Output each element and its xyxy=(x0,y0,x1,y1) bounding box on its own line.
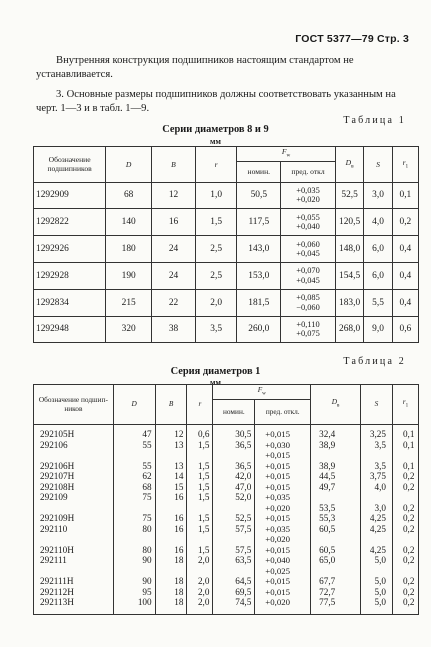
table-bottom-cell xyxy=(187,608,213,615)
t2-cell-r xyxy=(187,450,213,461)
t1-cell-r: 2,0 xyxy=(195,289,237,316)
t2-cell-nomin xyxy=(213,450,255,461)
t1-cell-Dv: 183,0 xyxy=(335,289,363,316)
t1-cell-tolerance xyxy=(281,316,336,343)
t2-cell-S: 3,25 xyxy=(361,425,393,440)
t2-cell-B: 14 xyxy=(155,471,187,482)
table-row xyxy=(34,545,419,556)
t2-cell-tolerance: +0,015 xyxy=(255,545,311,556)
table-row xyxy=(34,425,419,440)
t2-cell-r1: 0,2 xyxy=(392,587,418,598)
t2-cell-nomin xyxy=(213,503,255,514)
t1-header-D: D xyxy=(106,147,152,183)
t1-cell-tolerance xyxy=(281,262,336,289)
table-row xyxy=(34,555,419,566)
t2-cell-tolerance: +0,020 xyxy=(255,534,311,545)
t2-cell-B: 16 xyxy=(155,545,187,556)
t2-cell-nomin: 69,5 xyxy=(213,587,255,598)
t2-cell-S: 4,25 xyxy=(361,524,393,535)
t2-cell-Dv: 55,3 xyxy=(311,513,361,524)
table-row xyxy=(34,597,419,608)
t2-cell-tolerance: +0,040 xyxy=(255,555,311,566)
t2-header-Fw: $F_w$ xyxy=(213,385,311,400)
t2-cell-tolerance: +0,020 xyxy=(255,503,311,514)
t2-cell-tolerance: +0,025 xyxy=(255,566,311,577)
table-row xyxy=(34,492,419,503)
t2-header-r1: $r_1$ xyxy=(392,385,418,425)
t2-cell-nomin xyxy=(213,534,255,545)
t2-cell-B xyxy=(155,566,187,577)
t2-cell-B: 18 xyxy=(155,587,187,598)
t1-tol-upper: +0,070 xyxy=(296,266,320,276)
t2-cell-S xyxy=(361,492,393,503)
t2-cell-designation: 292106 xyxy=(34,440,114,451)
t2-cell-Dv: 60,5 xyxy=(311,545,361,556)
table2-unit: мм xyxy=(210,378,221,387)
t2-cell-designation: 292112Н xyxy=(34,587,114,598)
t2-cell-nomin: 30,5 xyxy=(213,425,255,440)
t2-cell-B: 16 xyxy=(155,513,187,524)
t2-cell-S: 3,75 xyxy=(361,471,393,482)
table-bottom-cell xyxy=(392,608,418,615)
t1-cell-nomin: 117,5 xyxy=(237,209,281,236)
t1-cell-S: 6,0 xyxy=(364,236,392,263)
t1-cell-designation: 1292822 xyxy=(34,209,106,236)
t2-cell-D: 100 xyxy=(113,597,155,608)
t2-cell-designation: 292105Н xyxy=(34,425,114,440)
t2-cell-D xyxy=(113,566,155,577)
t2-cell-B: 16 xyxy=(155,492,187,503)
t2-cell-S: 3,0 xyxy=(361,503,393,514)
t2-cell-designation xyxy=(34,534,114,545)
t1-cell-designation: 1292909 xyxy=(34,182,106,209)
t2-cell-designation: 292106Н xyxy=(34,461,114,472)
t1-cell-Dv: 120,5 xyxy=(335,209,363,236)
t2-header-D: D xyxy=(113,385,155,425)
t2-cell-B: 13 xyxy=(155,461,187,472)
paragraph-2: 3. Основные размеры подшипников должны соответствовать указанным на черт. 1—3 и в табл. 1—9. xyxy=(36,89,396,114)
t2-cell-Dv: 53,5 xyxy=(311,503,361,514)
t1-cell-r1: 0,1 xyxy=(392,182,418,209)
t2-cell-tolerance: +0,015 xyxy=(255,471,311,482)
t1-tol-upper: +0,055 xyxy=(296,212,320,222)
t2-cell-r1: 0,2 xyxy=(392,576,418,587)
t1-header-Dv: $D_в$ xyxy=(335,147,363,183)
t2-cell-r: 2,0 xyxy=(187,587,213,598)
t2-cell-D: 90 xyxy=(113,555,155,566)
t2-cell-S xyxy=(361,450,393,461)
t2-cell-designation: 292108Н xyxy=(34,482,114,493)
table1-title: Серии диаметров 8 и 9 xyxy=(162,124,269,135)
t2-cell-r: 1,5 xyxy=(187,545,213,556)
t1-header-designation: Обозначение подшипников xyxy=(34,147,106,183)
t1-cell-tolerance xyxy=(281,289,336,316)
t2-cell-tolerance: +0,030 xyxy=(255,440,311,451)
t2-cell-S: 3,5 xyxy=(361,461,393,472)
t2-cell-tolerance: +0,035 xyxy=(255,492,311,503)
t2-cell-D: 62 xyxy=(113,471,155,482)
t1-cell-designation: 1292928 xyxy=(34,262,106,289)
t1-cell-r1: 0,2 xyxy=(392,209,418,236)
t2-cell-r1: 0,2 xyxy=(392,545,418,556)
t2-cell-D xyxy=(113,450,155,461)
t1-cell-S: 6,0 xyxy=(364,262,392,289)
t2-cell-D: 95 xyxy=(113,587,155,598)
t2-cell-S: 5,0 xyxy=(361,555,393,566)
t2-cell-Dv: 38,9 xyxy=(311,440,361,451)
t2-cell-D: 55 xyxy=(113,461,155,472)
t1-cell-Dv: 154,5 xyxy=(335,262,363,289)
t2-cell-designation xyxy=(34,503,114,514)
table-bottom-cell xyxy=(34,608,114,615)
t2-header-B: B xyxy=(155,385,187,425)
t1-cell-D: 215 xyxy=(106,289,152,316)
t2-cell-S: 3,5 xyxy=(361,440,393,451)
t1-cell-nomin: 153,0 xyxy=(237,262,281,289)
t1-cell-B: 12 xyxy=(152,182,196,209)
table-row xyxy=(34,587,419,598)
t1-cell-nomin: 50,5 xyxy=(237,182,281,209)
table-row xyxy=(34,209,419,236)
t2-cell-tolerance: +0,015 xyxy=(255,576,311,587)
t2-cell-D: 68 xyxy=(113,482,155,493)
t2-cell-designation: 292111 xyxy=(34,555,114,566)
t1-cell-designation: 1292926 xyxy=(34,236,106,263)
table-row xyxy=(34,316,419,343)
t2-cell-r: 1,5 xyxy=(187,513,213,524)
t2-cell-D xyxy=(113,534,155,545)
t2-cell-S xyxy=(361,534,393,545)
t2-cell-S xyxy=(361,566,393,577)
t2-cell-designation: 292109Н xyxy=(34,513,114,524)
table-row xyxy=(34,461,419,472)
table-row xyxy=(34,236,419,263)
t1-header-r1: $r_1$ xyxy=(392,147,418,183)
t2-cell-Dv xyxy=(311,492,361,503)
table-row xyxy=(34,450,419,461)
t2-cell-D: 80 xyxy=(113,524,155,535)
t1-cell-r: 1,5 xyxy=(195,209,237,236)
t2-cell-D: 75 xyxy=(113,513,155,524)
t2-cell-r: 2,0 xyxy=(187,555,213,566)
table-row xyxy=(34,471,419,482)
t2-cell-D: 55 xyxy=(113,440,155,451)
t2-cell-r1: 0,2 xyxy=(392,524,418,535)
table-row xyxy=(34,289,419,316)
t2-header-pred: пред. откл. xyxy=(255,400,311,425)
t2-cell-S: 4,25 xyxy=(361,545,393,556)
t2-cell-Dv: 77,5 xyxy=(311,597,361,608)
table-row xyxy=(34,440,419,451)
t1-tol-lower: +0,045 xyxy=(296,275,320,285)
t2-cell-B: 12 xyxy=(155,425,187,440)
t2-cell-B: 13 xyxy=(155,440,187,451)
table1-caption: Таблица 1 xyxy=(343,115,406,126)
t1-cell-r: 2,5 xyxy=(195,236,237,263)
t2-cell-Dv: 65,0 xyxy=(311,555,361,566)
table-bottom-cell xyxy=(213,608,255,615)
t1-cell-r1: 0,4 xyxy=(392,289,418,316)
t2-cell-B xyxy=(155,534,187,545)
t2-cell-Dv: 38,9 xyxy=(311,461,361,472)
t1-cell-tolerance xyxy=(281,209,336,236)
t2-cell-Dv: 60,5 xyxy=(311,524,361,535)
t2-header-Dv: $D_в$ xyxy=(311,385,361,425)
t2-cell-r1 xyxy=(392,492,418,503)
t2-cell-nomin xyxy=(213,566,255,577)
t2-cell-B xyxy=(155,450,187,461)
table-row xyxy=(34,524,419,535)
t2-cell-nomin: 36,5 xyxy=(213,440,255,451)
t2-cell-r1 xyxy=(392,534,418,545)
t2-cell-Dv xyxy=(311,566,361,577)
t1-tol-lower: +0,040 xyxy=(296,222,320,232)
t1-header-S: S xyxy=(364,147,392,183)
t2-cell-r1 xyxy=(392,566,418,577)
t2-cell-Dv xyxy=(311,450,361,461)
t2-cell-r1: 0,1 xyxy=(392,425,418,440)
table-row xyxy=(34,482,419,493)
t1-header-r: r xyxy=(195,147,237,183)
table-row xyxy=(34,262,419,289)
t1-cell-S: 5,5 xyxy=(364,289,392,316)
t2-cell-nomin: 57,5 xyxy=(213,545,255,556)
t2-cell-designation: 292113Н xyxy=(34,597,114,608)
t1-header-pred: пред. откл xyxy=(281,161,336,182)
t1-cell-D: 68 xyxy=(106,182,152,209)
t2-cell-designation xyxy=(34,566,114,577)
t1-cell-r1: 0,4 xyxy=(392,262,418,289)
t2-header-designation: Обозначение подшип-ников xyxy=(34,385,114,425)
t2-cell-S: 4,0 xyxy=(361,482,393,493)
t2-cell-Dv: 49,7 xyxy=(311,482,361,493)
t1-cell-Dv: 268,0 xyxy=(335,316,363,343)
t2-cell-designation: 292110Н xyxy=(34,545,114,556)
t2-header-r: r xyxy=(187,385,213,425)
page-header: ГОСТ 5377—79 Стр. 3 xyxy=(295,33,409,45)
t2-cell-r1: 0,2 xyxy=(392,482,418,493)
t1-header-B: B xyxy=(152,147,196,183)
t2-cell-B: 18 xyxy=(155,597,187,608)
t2-cell-r xyxy=(187,534,213,545)
t1-tol-upper: +0,110 xyxy=(296,319,320,329)
t1-tol-lower: −0,060 xyxy=(296,302,320,312)
table2-title: Серия диаметров 1 xyxy=(170,366,261,377)
t2-cell-S: 5,0 xyxy=(361,576,393,587)
table-bottom-cell xyxy=(255,608,311,615)
paragraph-1: Внутренняя конструкция подшипников настоящим стандартом не устанавливается. xyxy=(36,55,354,80)
t1-cell-D: 190 xyxy=(106,262,152,289)
t2-cell-nomin: 52,0 xyxy=(213,492,255,503)
t1-cell-nomin: 143,0 xyxy=(237,236,281,263)
t2-cell-r xyxy=(187,566,213,577)
t2-header-S: S xyxy=(361,385,393,425)
table2-caption: Таблица 2 xyxy=(343,356,406,367)
t2-cell-tolerance: +0,015 xyxy=(255,587,311,598)
t2-cell-B: 16 xyxy=(155,524,187,535)
t1-cell-r1: 0,4 xyxy=(392,236,418,263)
t2-cell-nomin: 47,0 xyxy=(213,482,255,493)
t2-cell-Dv: 72,7 xyxy=(311,587,361,598)
table-bottom-cell xyxy=(361,608,393,615)
t2-cell-r: 1,5 xyxy=(187,440,213,451)
t1-tol-lower: +0,045 xyxy=(296,249,320,258)
t1-cell-B: 24 xyxy=(152,262,196,289)
t2-cell-nomin: 63,5 xyxy=(213,555,255,566)
t2-cell-r: 2,0 xyxy=(187,576,213,587)
t2-cell-D: 80 xyxy=(113,545,155,556)
t2-cell-nomin: 36,5 xyxy=(213,461,255,472)
t1-cell-S: 9,0 xyxy=(364,316,392,343)
t2-cell-D xyxy=(113,503,155,514)
t2-cell-r: 0,6 xyxy=(187,425,213,440)
t1-cell-B: 38 xyxy=(152,316,196,343)
t2-cell-tolerance: +0,020 xyxy=(255,597,311,608)
t2-cell-r1: 0,1 xyxy=(392,440,418,451)
t2-cell-S: 5,0 xyxy=(361,597,393,608)
t2-cell-designation: 292107Н xyxy=(34,471,114,482)
table-row xyxy=(34,534,419,545)
t2-cell-r1 xyxy=(392,450,418,461)
t1-cell-D: 140 xyxy=(106,209,152,236)
t2-cell-r: 1,5 xyxy=(187,492,213,503)
t2-cell-D: 75 xyxy=(113,492,155,503)
t1-tol-lower: +0,075 xyxy=(296,329,320,339)
table-row xyxy=(34,503,419,514)
t2-cell-tolerance: +0,015 xyxy=(255,450,311,461)
t1-cell-nomin: 260,0 xyxy=(237,316,281,343)
t2-cell-S: 5,0 xyxy=(361,587,393,598)
t2-cell-nomin: 52,5 xyxy=(213,513,255,524)
t1-cell-Dv: 148,0 xyxy=(335,236,363,263)
table-bottom-cell xyxy=(311,608,361,615)
table-bottom-cell xyxy=(155,608,187,615)
t1-tol-upper: +0,060 xyxy=(296,239,320,249)
table-bottom-row xyxy=(34,608,419,615)
t2-cell-r xyxy=(187,503,213,514)
table1 xyxy=(33,146,419,343)
t1-tol-upper: +0,085 xyxy=(296,293,320,303)
t2-cell-designation: 292109 xyxy=(34,492,114,503)
t1-cell-r: 1,0 xyxy=(195,182,237,209)
table-bottom-cell xyxy=(113,608,155,615)
t2-cell-r: 1,5 xyxy=(187,471,213,482)
t1-tol-upper: +0,035 xyxy=(296,185,320,195)
t2-cell-Dv: 32,4 xyxy=(311,425,361,440)
table-row xyxy=(34,566,419,577)
t2-cell-r: 1,5 xyxy=(187,482,213,493)
t1-cell-r: 2,5 xyxy=(195,262,237,289)
t2-cell-D: 90 xyxy=(113,576,155,587)
t2-cell-r1: 0,2 xyxy=(392,471,418,482)
t2-cell-tolerance: +0,015 xyxy=(255,461,311,472)
t2-cell-tolerance: +0,015 xyxy=(255,482,311,493)
table1-unit: мм xyxy=(210,137,221,146)
t1-cell-nomin: 181,5 xyxy=(237,289,281,316)
t1-cell-B: 16 xyxy=(152,209,196,236)
t1-tol-lower: +0,020 xyxy=(296,195,320,205)
t2-cell-nomin: 57,5 xyxy=(213,524,255,535)
t1-cell-designation: 1292834 xyxy=(34,289,106,316)
t2-cell-B: 18 xyxy=(155,555,187,566)
t1-header-nomin: номин. xyxy=(237,161,281,182)
t1-cell-D: 320 xyxy=(106,316,152,343)
t2-cell-r1: 0,2 xyxy=(392,597,418,608)
table2 xyxy=(33,384,419,615)
t1-cell-S: 4,0 xyxy=(364,209,392,236)
t2-cell-Dv: 44,5 xyxy=(311,471,361,482)
t2-cell-r: 1,5 xyxy=(187,524,213,535)
t2-cell-D: 47 xyxy=(113,425,155,440)
t1-cell-S: 3,0 xyxy=(364,182,392,209)
t2-cell-r1: 0,1 xyxy=(392,461,418,472)
t2-cell-r: 2,0 xyxy=(187,597,213,608)
t1-cell-tolerance xyxy=(281,182,336,209)
t2-cell-designation xyxy=(34,450,114,461)
t2-cell-B xyxy=(155,503,187,514)
t2-cell-designation: 292111Н xyxy=(34,576,114,587)
t2-cell-Dv xyxy=(311,534,361,545)
t2-cell-B: 15 xyxy=(155,482,187,493)
t1-header-Fw: $F_w$ xyxy=(237,147,335,162)
t2-cell-r1: 0,2 xyxy=(392,513,418,524)
t1-cell-designation: 1292948 xyxy=(34,316,106,343)
table-row xyxy=(34,182,419,209)
t1-cell-tolerance xyxy=(281,236,336,263)
t1-cell-Dv: 52,5 xyxy=(335,182,363,209)
t2-cell-S: 4,25 xyxy=(361,513,393,524)
t1-cell-r1: 0,6 xyxy=(392,316,418,343)
t2-cell-designation: 292110 xyxy=(34,524,114,535)
t2-header-nomin: номин. xyxy=(213,400,255,425)
t2-cell-r1: 0,2 xyxy=(392,555,418,566)
t2-cell-Dv: 67,7 xyxy=(311,576,361,587)
t2-cell-r1: 0,2 xyxy=(392,503,418,514)
t2-cell-tolerance: +0,015 xyxy=(255,425,311,440)
table-row xyxy=(34,513,419,524)
t2-cell-B: 18 xyxy=(155,576,187,587)
t2-cell-tolerance: +0,015 xyxy=(255,513,311,524)
table-row xyxy=(34,576,419,587)
t1-cell-r: 3,5 xyxy=(195,316,237,343)
t1-cell-D: 180 xyxy=(106,236,152,263)
t2-cell-r: 1,5 xyxy=(187,461,213,472)
t2-cell-nomin: 42,0 xyxy=(213,471,255,482)
t2-cell-tolerance: +0,035 xyxy=(255,524,311,535)
t1-cell-B: 24 xyxy=(152,236,196,263)
t1-cell-B: 22 xyxy=(152,289,196,316)
t2-cell-nomin: 64,5 xyxy=(213,576,255,587)
t2-cell-nomin: 74,5 xyxy=(213,597,255,608)
